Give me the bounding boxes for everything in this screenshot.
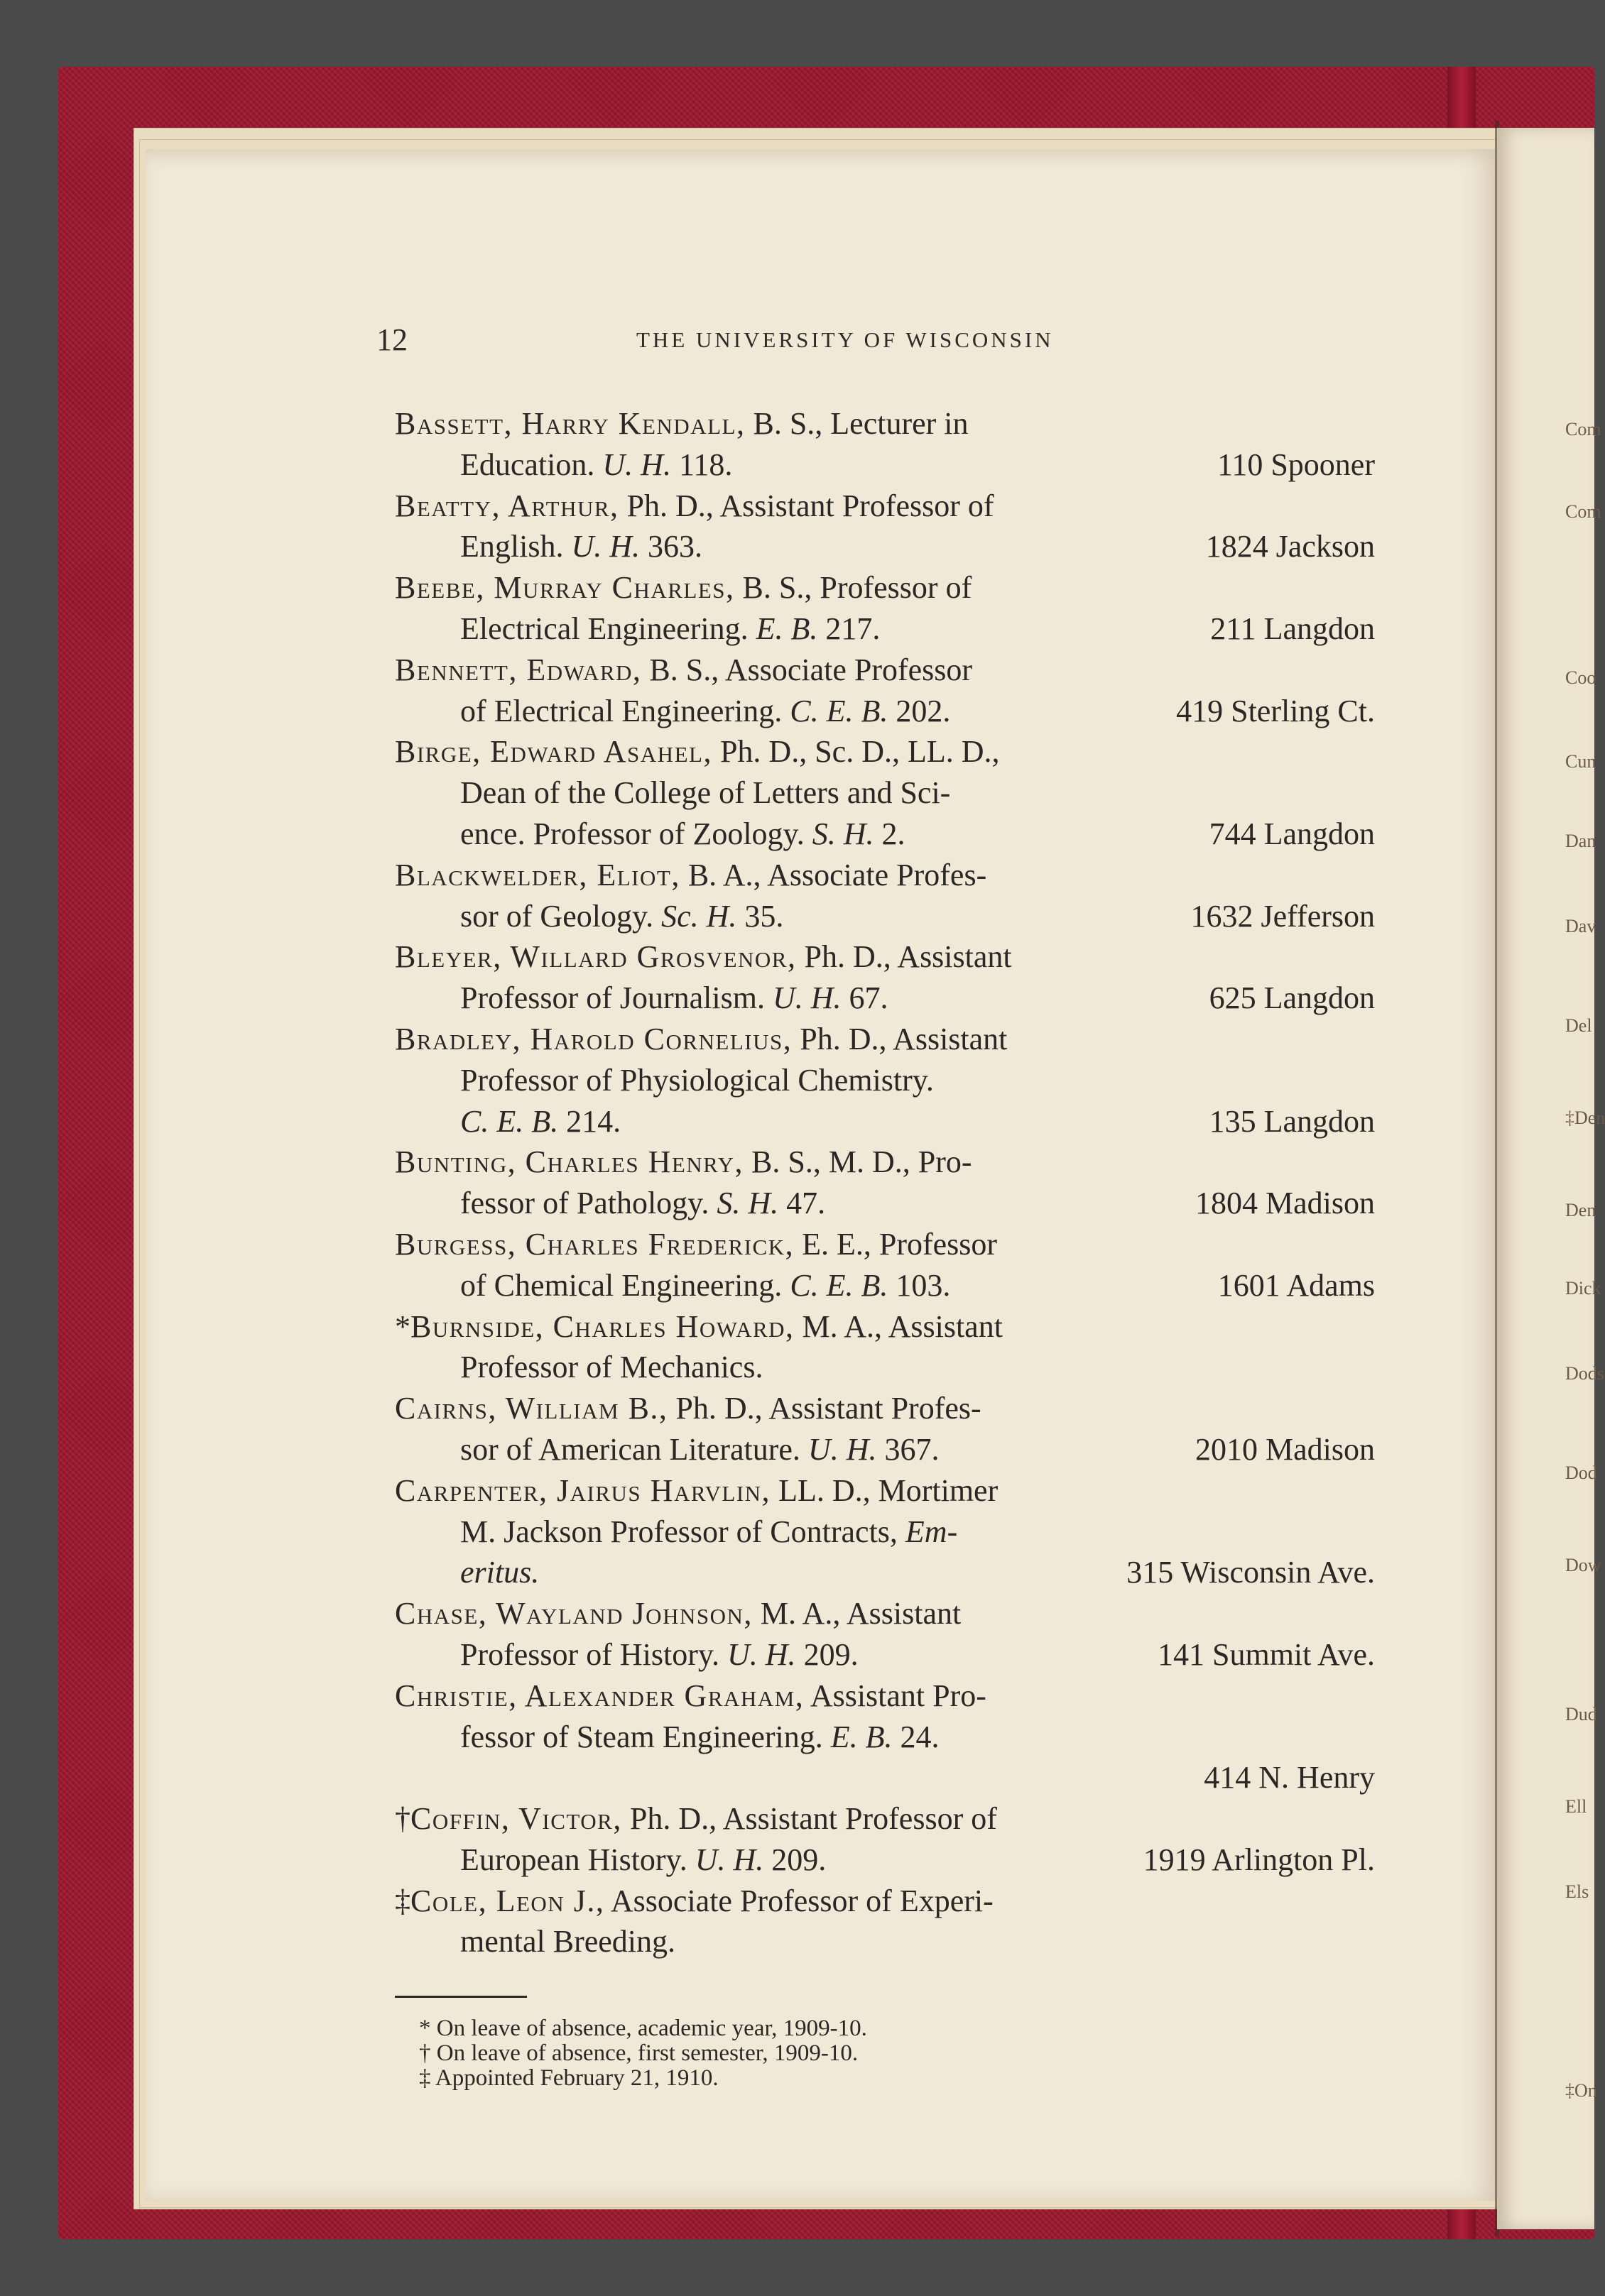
entry-text: M. Jackson Professor of Contracts, — [460, 1514, 898, 1549]
directory-entry — [395, 650, 1375, 732]
office-room: 214. — [566, 1103, 621, 1139]
entry-continuation-line — [395, 1183, 1375, 1224]
office-building-ref: U. H. — [772, 980, 842, 1016]
home-address: 1601 Adams — [1217, 1267, 1375, 1303]
entry-text: ence. Professor of Zoology. — [460, 816, 805, 851]
faculty-name: Cairns, William B., — [395, 1391, 668, 1426]
facing-page-word: Dod — [1565, 1463, 1597, 1483]
entry-text: fessor of Pathology. — [460, 1186, 709, 1221]
home-address: 211 Langdon — [1210, 611, 1375, 646]
faculty-name: Bennett, Edward, — [395, 652, 642, 687]
entry-continuation-line — [395, 1634, 1375, 1675]
office-room: 35. — [744, 898, 784, 934]
faculty-name: Bradley, Harold Cornelius, — [395, 1021, 793, 1056]
entry-first-line — [395, 1388, 1375, 1429]
footnote-item: * On leave of absence, academic year, 1909-10. — [419, 2016, 867, 2041]
entry-continuation-line — [395, 814, 1375, 855]
entry-text: Professor of Physiological Chemistry. — [460, 1062, 934, 1098]
home-address: 744 Langdon — [1209, 816, 1375, 851]
office-building-ref: U. H. — [807, 1431, 877, 1467]
faculty-name: Bassett, Harry Kendall, — [395, 406, 746, 441]
entry-text: Professor of Journalism. — [460, 980, 765, 1016]
office-room: 67. — [849, 980, 888, 1016]
home-address: 1919 Arlington Pl. — [1143, 1842, 1375, 1877]
entry-text: fessor of Steam Engineering. — [460, 1719, 823, 1754]
faculty-name: Beatty, Arthur, — [395, 488, 619, 523]
running-head: THE UNIVERSITY OF WISCONSIN — [636, 327, 1054, 352]
entry-continuation-line — [395, 1552, 1375, 1593]
directory-entry — [395, 1142, 1375, 1224]
entry-continuation-line — [395, 1265, 1375, 1306]
office-building-ref: U. H. — [727, 1636, 796, 1672]
faculty-name: Burnside, Charles Howard, — [410, 1308, 795, 1344]
entry-text: B. S., Associate Professor — [649, 652, 973, 687]
office-building-ref: U. H. — [571, 529, 641, 564]
entry-continuation-line — [395, 1429, 1375, 1470]
faculty-name: Bunting, Charles Henry, — [395, 1144, 744, 1180]
entry-text: LL. D., Mortimer — [778, 1472, 999, 1508]
entry-continuation-line — [395, 1060, 1375, 1101]
faculty-name: Coffin, Victor, — [410, 1801, 622, 1837]
entry-continuation-line — [395, 1717, 1375, 1758]
entry-continuation-line — [395, 772, 1375, 814]
faculty-name: Blackwelder, Eliot, — [395, 857, 680, 892]
home-address: 1632 Jefferson — [1190, 898, 1375, 934]
facing-page — [1497, 128, 1605, 2229]
home-address: 625 Langdon — [1209, 980, 1375, 1016]
facing-page-word: Com — [1565, 501, 1601, 522]
entry-text: English. — [460, 529, 564, 564]
entry-first-line — [395, 1470, 1375, 1511]
directory-entry — [395, 1388, 1375, 1470]
entry-continuation-line — [395, 608, 1375, 650]
directory-entry — [395, 1306, 1375, 1389]
entry-continuation-line — [395, 1347, 1375, 1388]
home-address: 1824 Jackson — [1205, 529, 1375, 564]
office-building-ref: eritus. — [460, 1555, 540, 1590]
entry-first-line — [395, 403, 1375, 444]
footnote-rule — [395, 1996, 527, 1998]
entry-text: Education. — [460, 447, 595, 482]
office-room: 363. — [648, 529, 703, 564]
facing-page-word: Ell — [1565, 1796, 1587, 1817]
entry-continuation-line — [395, 978, 1375, 1019]
entry-continuation-line — [395, 691, 1375, 732]
faculty-name: Chase, Wayland Johnson, — [395, 1596, 753, 1631]
entry-text: Ph. D., Assistant — [804, 939, 1012, 975]
home-address: 141 Summit Ave. — [1158, 1636, 1375, 1672]
faculty-name: Carpenter, Jairus Harvlin, — [395, 1472, 771, 1508]
facing-page-word: Dud — [1565, 1704, 1597, 1724]
directory-entry — [395, 1470, 1375, 1593]
office-room: 118. — [678, 447, 733, 482]
entry-first-line — [395, 1881, 1375, 1922]
facing-page-word: ‡On — [1565, 2080, 1597, 2101]
entry-continuation-line — [395, 526, 1375, 567]
faculty-name: Bleyer, Willard Grosvenor, — [395, 939, 797, 975]
faculty-name: Beebe, Murray Charles, — [395, 570, 735, 606]
facing-page-word: Els — [1565, 1881, 1589, 1902]
office-building-ref: Em- — [905, 1514, 958, 1549]
office-room: 217. — [825, 611, 881, 646]
entry-text: Associate Professor of Experi- — [610, 1883, 994, 1918]
entry-text: Ph. D., Assistant — [800, 1021, 1008, 1056]
entry-first-line — [395, 1142, 1375, 1183]
office-room: 2. — [881, 816, 905, 851]
entry-first-line — [395, 1019, 1375, 1060]
facing-page-word: Dan — [1565, 831, 1596, 851]
office-building-ref: C. E. B. — [790, 1267, 888, 1303]
faculty-name: Cole, Leon J., — [410, 1883, 605, 1918]
directory-entry — [395, 731, 1375, 854]
entry-text: B. S., Lecturer in — [753, 406, 969, 441]
directory-entry — [395, 486, 1375, 568]
home-address: 419 Sterling Ct. — [1176, 693, 1375, 728]
footnote-marker: † — [395, 1801, 410, 1837]
directory-entry — [395, 1675, 1375, 1798]
entry-text: E. E., Professor — [802, 1226, 998, 1262]
office-room: 103. — [896, 1267, 951, 1303]
entry-text: Professor of Mechanics. — [460, 1350, 763, 1385]
office-building-ref: E. B. — [756, 611, 818, 646]
directory-entry — [395, 1881, 1375, 1963]
entry-first-line — [395, 731, 1375, 772]
entry-text: Ph. D., Sc. D., LL. D., — [719, 734, 1000, 770]
home-address: 2010 Madison — [1195, 1431, 1375, 1467]
office-building-ref: E. B. — [830, 1719, 893, 1754]
entry-continuation-line — [395, 1757, 1375, 1798]
directory-entry — [395, 1224, 1375, 1306]
entry-text: Dean of the College of Letters and Sci- — [460, 775, 951, 811]
entry-text: M. A., Assistant — [760, 1596, 962, 1631]
facing-page-word: Dick — [1565, 1278, 1601, 1299]
entry-first-line — [395, 567, 1375, 608]
page-number: 12 — [376, 322, 408, 357]
entry-text: Ph. D., Assistant Professor of — [629, 1801, 997, 1837]
office-building-ref: S. H. — [812, 816, 874, 851]
facing-page-word: Dow — [1565, 1555, 1601, 1575]
footnote-item: † On leave of absence, first semester, 1909-10. — [419, 2040, 859, 2066]
office-room: 367. — [884, 1431, 940, 1467]
directory-entry — [395, 1593, 1375, 1675]
office-building-ref: C. E. B. — [790, 693, 888, 728]
entry-first-line — [395, 650, 1375, 691]
entry-text: sor of Geology. — [460, 898, 654, 934]
entry-text: B. A., Associate Profes- — [687, 857, 987, 892]
home-address: 135 Langdon — [1209, 1103, 1375, 1139]
office-room: 24. — [900, 1719, 940, 1754]
entry-text: Assistant Pro- — [810, 1678, 986, 1713]
facing-page-word: Den — [1565, 1200, 1596, 1220]
entry-first-line — [395, 1306, 1375, 1347]
facing-page-word: Dods — [1565, 1363, 1604, 1384]
faculty-name: Christie, Alexander Graham, — [395, 1678, 805, 1713]
faculty-name: Birge, Edward Asahel, — [395, 734, 712, 770]
faculty-directory-list — [395, 403, 1375, 1962]
entry-first-line — [395, 1593, 1375, 1634]
footnote-item: ‡ Appointed February 21, 1910. — [419, 2065, 719, 2091]
directory-entry — [395, 1798, 1375, 1881]
office-room: 202. — [896, 693, 951, 728]
page-header — [376, 322, 1371, 357]
directory-entry — [395, 1019, 1375, 1142]
entry-continuation-line — [395, 1101, 1375, 1142]
entry-text: B. S., M. D., Pro- — [751, 1144, 972, 1180]
office-room: 209. — [771, 1842, 827, 1877]
directory-entry — [395, 855, 1375, 937]
entry-text: M. A., Assistant — [802, 1308, 1003, 1344]
office-building-ref: C. E. B. — [460, 1103, 559, 1139]
directory-entry — [395, 567, 1375, 650]
entry-first-line — [395, 936, 1375, 978]
office-building-ref: S. H. — [717, 1186, 779, 1221]
entry-continuation-line — [395, 444, 1375, 486]
directory-entry — [395, 403, 1375, 486]
entry-first-line — [395, 855, 1375, 896]
home-address: 315 Wisconsin Ave. — [1126, 1555, 1375, 1590]
office-building-ref: U. H. — [602, 447, 671, 482]
office-building-ref: Sc. H. — [661, 898, 737, 934]
entry-continuation-line — [395, 1839, 1375, 1881]
entry-first-line — [395, 1675, 1375, 1717]
entry-first-line — [395, 1798, 1375, 1839]
entry-text: B. S., Professor of — [742, 570, 972, 606]
footnote-marker: ‡ — [395, 1883, 410, 1918]
facing-page-word: Cun — [1565, 751, 1596, 772]
entry-continuation-line — [395, 1921, 1375, 1962]
facing-page-word: Coo — [1565, 667, 1596, 688]
entry-continuation-line — [395, 1511, 1375, 1553]
footnote-marker: * — [395, 1308, 410, 1344]
facing-page-word: Dav — [1565, 916, 1596, 936]
home-address: 414 N. Henry — [1204, 1760, 1375, 1795]
entry-first-line — [395, 1224, 1375, 1265]
facing-page-word: ‡Den — [1565, 1108, 1605, 1128]
directory-entry — [395, 936, 1375, 1019]
entry-text: European History. — [460, 1842, 687, 1877]
entry-text: sor of American Literature. — [460, 1431, 800, 1467]
facing-page-word: Com — [1565, 419, 1601, 439]
entry-text: Ph. D., Assistant Profes- — [675, 1391, 981, 1426]
entry-text: of Chemical Engineering. — [460, 1267, 783, 1303]
office-room: 47. — [786, 1186, 826, 1221]
entry-first-line — [395, 486, 1375, 527]
entry-text: Electrical Engineering. — [460, 611, 749, 646]
entry-text: mental Breeding. — [460, 1924, 676, 1959]
office-room: 209. — [803, 1636, 859, 1672]
facing-page-word: Del — [1565, 1015, 1592, 1036]
home-address: 110 Spooner — [1217, 447, 1375, 482]
footnotes — [419, 2016, 867, 2091]
faculty-name: Burgess, Charles Frederick, — [395, 1226, 795, 1262]
home-address: 1804 Madison — [1195, 1186, 1375, 1221]
entry-text: of Electrical Engineering. — [460, 693, 783, 728]
entry-continuation-line — [395, 896, 1375, 937]
office-building-ref: U. H. — [695, 1842, 764, 1877]
entry-text: Professor of History. — [460, 1636, 719, 1672]
entry-text: Ph. D., Assistant Professor of — [626, 488, 994, 523]
